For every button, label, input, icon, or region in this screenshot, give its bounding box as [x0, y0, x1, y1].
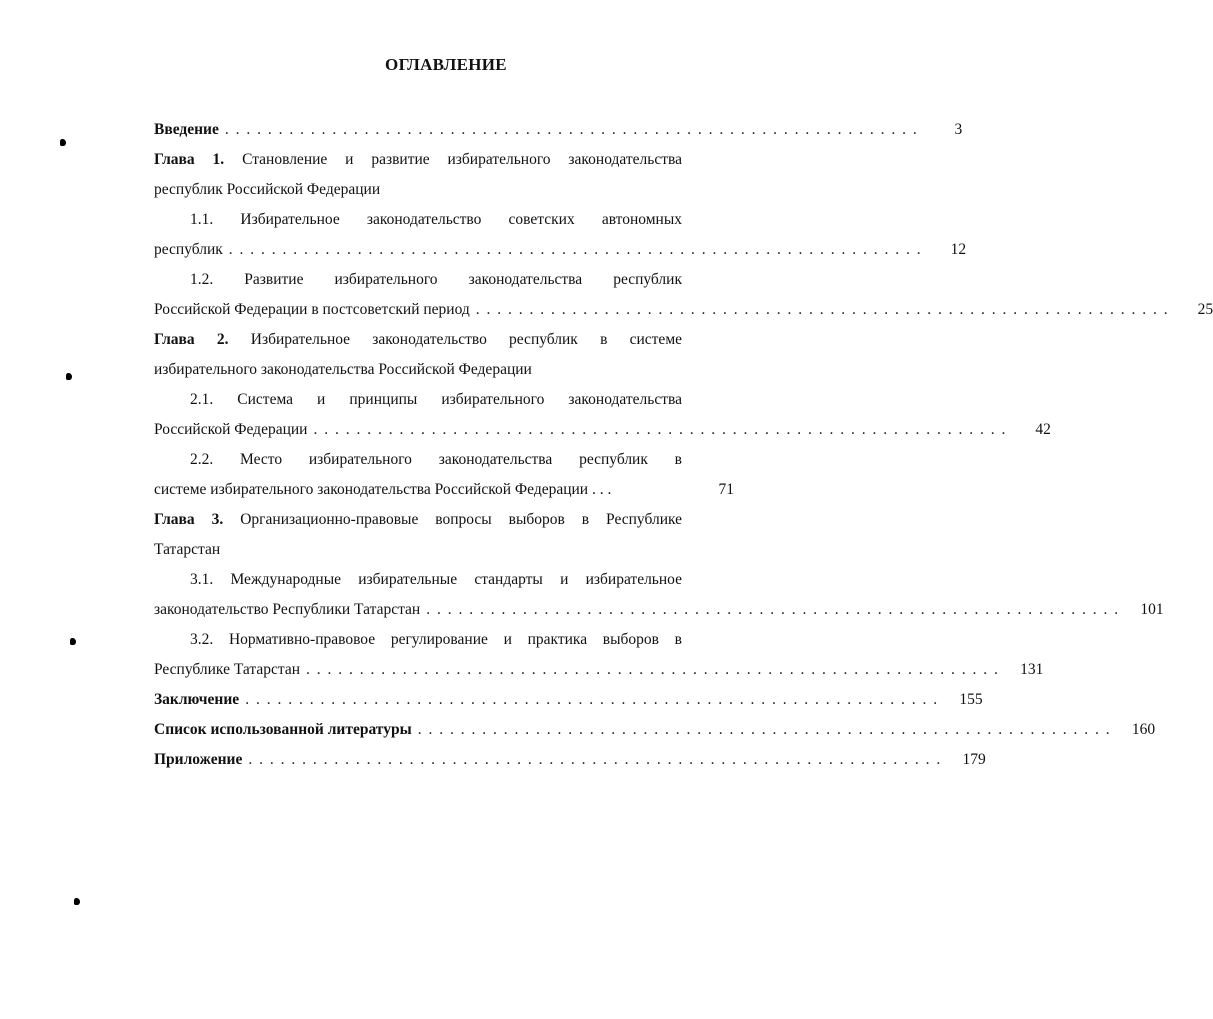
- chapter-prefix: Глава 3.: [154, 511, 224, 528]
- toc-entry-section-3-1[interactable]: [154, 565, 1164, 625]
- dot-leader: [248, 745, 941, 775]
- toc-entry-chapter-2[interactable]: [154, 325, 734, 385]
- toc-entry-line: Российской Федерации в постсоветский период: [154, 301, 470, 318]
- dot-leader: [306, 655, 999, 685]
- toc-entry-line: 1.1. Избирательное законодательство советских автономных: [190, 211, 682, 228]
- dot-leader: [225, 115, 918, 145]
- chapter-title-part: Становление и развитие избирательного законодательства: [242, 151, 682, 168]
- toc-entry-conclusion[interactable]: [154, 685, 983, 715]
- dot-leader: [245, 685, 938, 715]
- toc-entry-section-1-2[interactable]: [154, 265, 1213, 325]
- toc-page-number: 42: [1035, 421, 1051, 438]
- toc-entry-label: Список использованной литературы: [154, 721, 412, 738]
- toc-page-number: 25: [1197, 301, 1213, 318]
- toc-entry-line: избирательного законодательства Российской Федерации: [154, 361, 532, 378]
- scan-speck: [74, 898, 80, 905]
- toc-page-number: 12: [950, 241, 967, 258]
- toc-entry-intro[interactable]: [154, 115, 963, 145]
- dot-leader: [476, 295, 1169, 325]
- toc-entry-line: Республике Татарстан: [154, 661, 301, 678]
- dot-leader: [426, 595, 1119, 625]
- toc-entry-appendix[interactable]: [154, 745, 986, 775]
- toc-entry-line: 1.2. Развитие избирательного законодательства республик: [190, 271, 682, 288]
- toc-entry-label: Приложение: [154, 751, 243, 768]
- toc-entry-section-2-1[interactable]: [154, 385, 1051, 445]
- dot-leader: [229, 235, 922, 265]
- toc-entry-line: законодательство Республики Татарстан: [154, 601, 421, 618]
- chapter-title-part: Избирательное законодательство республик в системе: [250, 331, 683, 348]
- scan-speck: [66, 373, 72, 380]
- toc-page-number: 3: [954, 121, 963, 138]
- toc-page-number: 155: [959, 691, 983, 708]
- toc-page-number: 160: [1131, 721, 1156, 738]
- toc-entry-line: Татарстан: [154, 541, 221, 558]
- toc-entry-label: Введение: [154, 121, 219, 138]
- dot-leader: [313, 415, 1006, 445]
- toc-entry-section-1-1[interactable]: [154, 205, 967, 265]
- toc-entry-section-2-2[interactable]: [154, 445, 734, 505]
- toc-entry-label: Заключение: [154, 691, 240, 708]
- toc-entry-line: [154, 505, 682, 535]
- toc-entry-line: [154, 325, 682, 355]
- scan-speck: [70, 638, 76, 645]
- toc-entry-line: 3.2. Нормативно-правовое регулирование и практика выборов в: [190, 631, 682, 648]
- toc-entry-line: 2.2. Место избирательного законодательства республик в: [190, 451, 682, 468]
- toc-entry-section-3-2[interactable]: [154, 625, 1044, 685]
- toc-page-number: 71: [718, 481, 734, 498]
- toc-entry-chapter-3[interactable]: [154, 505, 734, 565]
- toc-entry-line: системе избирательного законодательства Российской Федерации . . .: [154, 481, 612, 498]
- toc-page-number: 131: [1020, 661, 1044, 678]
- toc-entry-line: 2.1. Система и принципы избирательного законодательства: [190, 391, 682, 408]
- toc-entry-line: Российской Федерации: [154, 421, 308, 438]
- toc-entry-line: [154, 145, 682, 175]
- table-of-contents: [154, 115, 1213, 775]
- toc-entry-references[interactable]: [154, 715, 1156, 745]
- chapter-prefix: Глава 2.: [154, 331, 229, 348]
- page-title: ОГЛАВЛЕНИЕ: [385, 55, 507, 74]
- chapter-prefix: Глава 1.: [154, 151, 225, 168]
- toc-entry-line: республик Российской Федерации: [154, 181, 381, 198]
- scan-speck: [60, 139, 66, 146]
- dot-leader: [418, 715, 1111, 745]
- toc-page-number: 179: [962, 751, 986, 768]
- chapter-title-part: Организационно-правовые вопросы выборов в Республике: [240, 511, 683, 528]
- toc-entry-chapter-1[interactable]: [154, 145, 734, 205]
- toc-entry-line: республик: [154, 241, 223, 258]
- toc-entry-line: 3.1. Международные избирательные стандарты и избирательное: [190, 571, 682, 588]
- toc-page-number: 101: [1140, 601, 1164, 618]
